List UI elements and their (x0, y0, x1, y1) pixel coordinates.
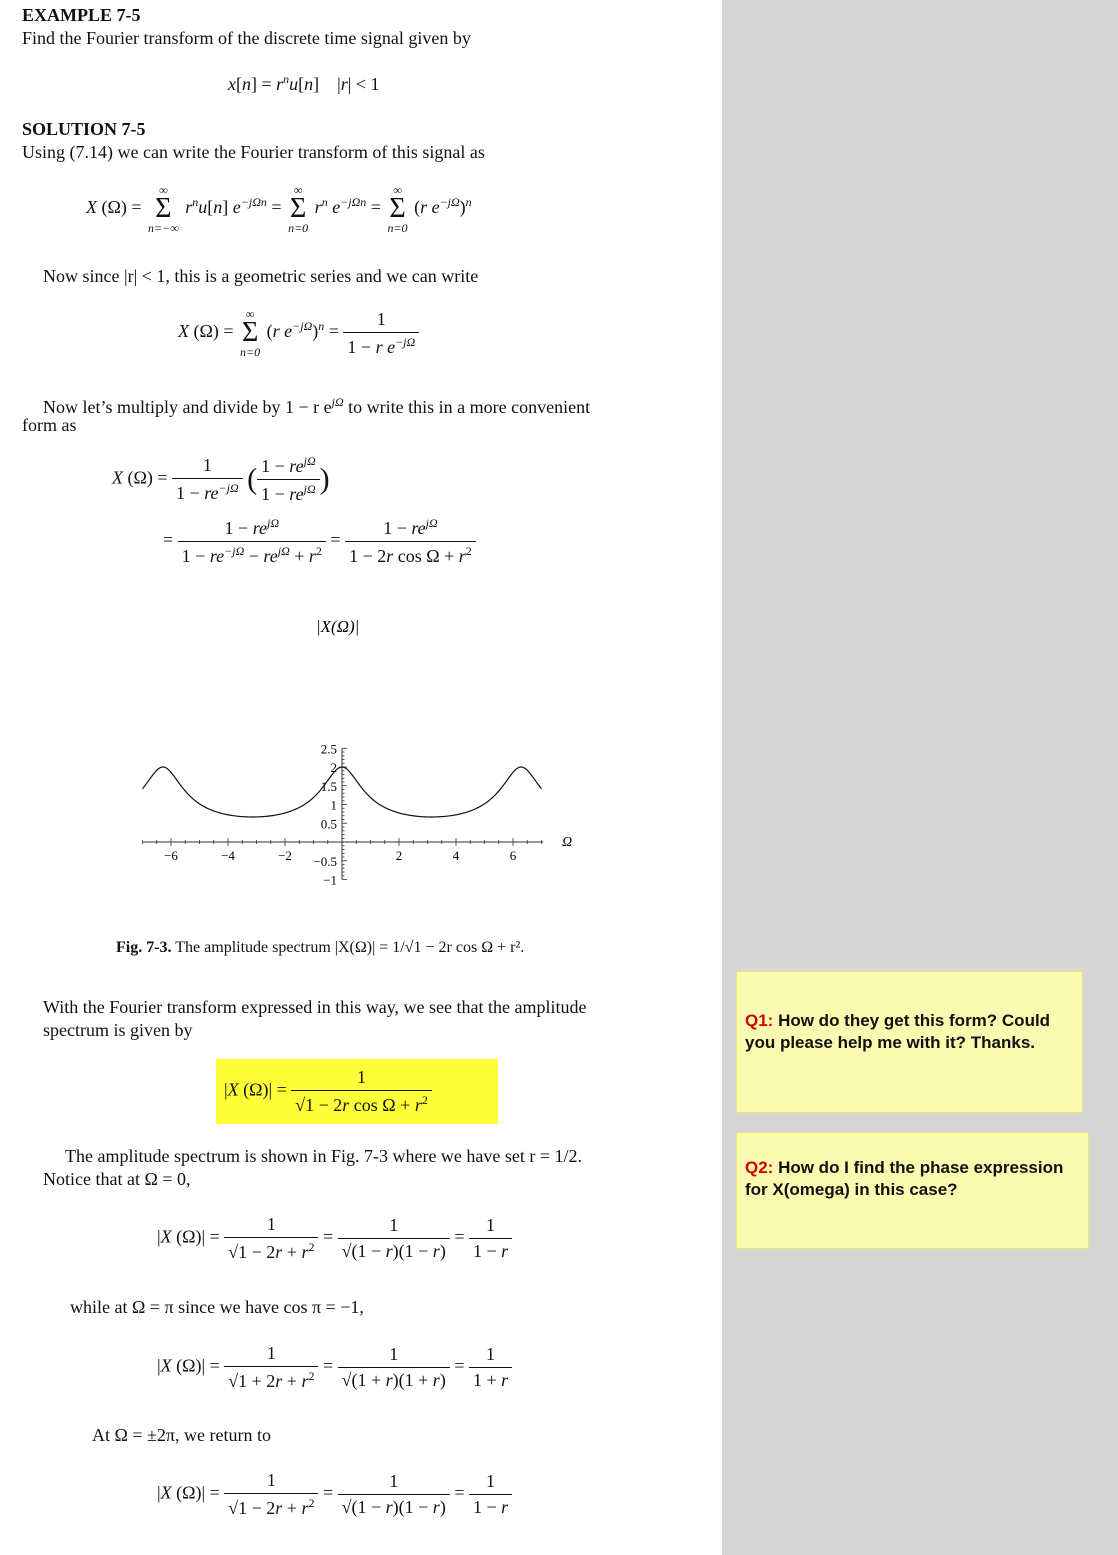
problem-text: Find the Fourier transform of the discrete time signal given by (22, 28, 471, 48)
x-tick-label: 4 (452, 848, 460, 863)
zero-equation: |X (Ω)| = $\frac{1}{√1 - 2r + r^2}$ = $\frac{1}{√(1 - r)(1 - r)}$ = $\frac{1}{1 - r}$ (157, 1214, 512, 1263)
twopi-equation: |X (Ω)| = $\frac{1}{√1 - 2r + r^2}$ = $\frac{1}{√(1 - r)(1 - r)}$ = $\frac{1}{1 - r}$ (157, 1470, 512, 1519)
solution-intro: Using (7.14) we can write the Fourier transform of this signal as (22, 142, 485, 162)
question-note-2[interactable] (736, 1132, 1089, 1249)
geometric-text: Now since |r| < 1, this is a geometric series and we can write (43, 266, 479, 286)
pi-equation: |X (Ω)| = $\frac{1}{√1 + 2r + r^2}$ = $\frac{1}{√(1 + r)(1 + r)}$ = $\frac{1}{1 + r}$ (157, 1343, 512, 1392)
multiply-equation-line2: = $\frac{1 - re^{j\Omega}}{1 - re^{-j\Omega} - re^{j\Omega} + r^2}$ = $\frac{1 - re^{j\Omega}}{1 - 2r \cos \Omega + r^2}$ (163, 516, 476, 567)
multiply-equation-line1: X (Ω) = $\frac{1}{1 - re^{-j\Omega}}$ ( $\frac{1 - re^{j\Omega}}{1 - re^{j\Omega}}$ ) (112, 454, 330, 504)
question-label: Q2: (745, 1158, 774, 1177)
y-tick-label: 1 (330, 797, 337, 813)
solution-heading: SOLUTION 7-5 (22, 119, 146, 139)
y-tick-label: −0.5 (313, 853, 337, 869)
spectrum-shown-text-1: The amplitude spectrum is shown in Fig. 7-3 where we have set r = 1/2. (65, 1146, 583, 1166)
amplitude-formula: |X (Ω)| = $\frac{1}{√1 - 2r \cos \Omega + r^2}$ (224, 1067, 432, 1116)
x-tick-label: −4 (221, 848, 235, 863)
y-tick-label: 2.5 (320, 741, 337, 757)
multiply-text-cont: form as (22, 415, 77, 435)
amplitude-text-2: spectrum is given by (43, 1020, 193, 1040)
multiply-text: Now let’s multiply and divide by 1 − r $e^{j\Omega}$ to write this in a more convenient (43, 395, 591, 417)
figure-caption-label: Fig. 7-3. (116, 939, 172, 956)
fourier-sum-equation: X (Ω) = ∞ Σ n=−∞ $r^nu[n] e^{-j\Omega n}$ = ∞ Σ n=0 $r^n$ $e^{-j\Omega n}$ = ∞ Σ n=0 (r $e^{-j\Omega})^n$ (86, 183, 472, 235)
x-tick-label: −2 (278, 848, 292, 863)
figure-caption (116, 937, 524, 959)
y-tick-label: 2 (330, 760, 337, 775)
y-tick-label: −1 (323, 872, 337, 888)
example-heading: EXAMPLE 7-5 (22, 5, 141, 25)
y-tick-label: 1.5 (320, 778, 337, 794)
signal-equation: $x[n] = r^nu[n]$ |r| < 1 (228, 72, 380, 94)
pi-text: while at Ω = π since we have cos π = −1, (70, 1297, 364, 1317)
question-label: Q1: (745, 1011, 774, 1030)
amplitude-text-1: With the Fourier transform expressed in this way, we see that the amplitude (43, 997, 587, 1017)
amplitude-spectrum-chart (110, 608, 590, 928)
spectrum-shown-text-2: Notice that at Ω = 0, (43, 1169, 191, 1189)
geometric-sum-equation: X (Ω) = ∞ Σ n=0 (r $e^{-j\Omega})^n$ = $\frac{1}{1 - r e^{-j\Omega}}$ (178, 308, 419, 358)
x-tick-label: 6 (509, 848, 517, 863)
x-axis-label: Ω (562, 835, 573, 850)
figure-caption-text: The amplitude spectrum |X(Ω)| = 1/√1 − 2r cos Ω + r². (175, 939, 525, 956)
x-tick-label: −6 (164, 848, 178, 863)
twopi-text: At Ω = ±2π, we return to (92, 1425, 271, 1445)
highlighted-amplitude-formula (216, 1059, 498, 1124)
x-tick-label: 2 (395, 848, 403, 863)
question-text: How do they get this form? Could you please help me with it? Thanks. (745, 1011, 1051, 1052)
question-note-1[interactable] (736, 971, 1083, 1113)
y-axis-label: |X(Ω)| (316, 617, 360, 636)
question-text: How do I find the phase expression for X(omega) in this case? (745, 1158, 1064, 1199)
y-tick-label: 0.5 (320, 816, 337, 832)
